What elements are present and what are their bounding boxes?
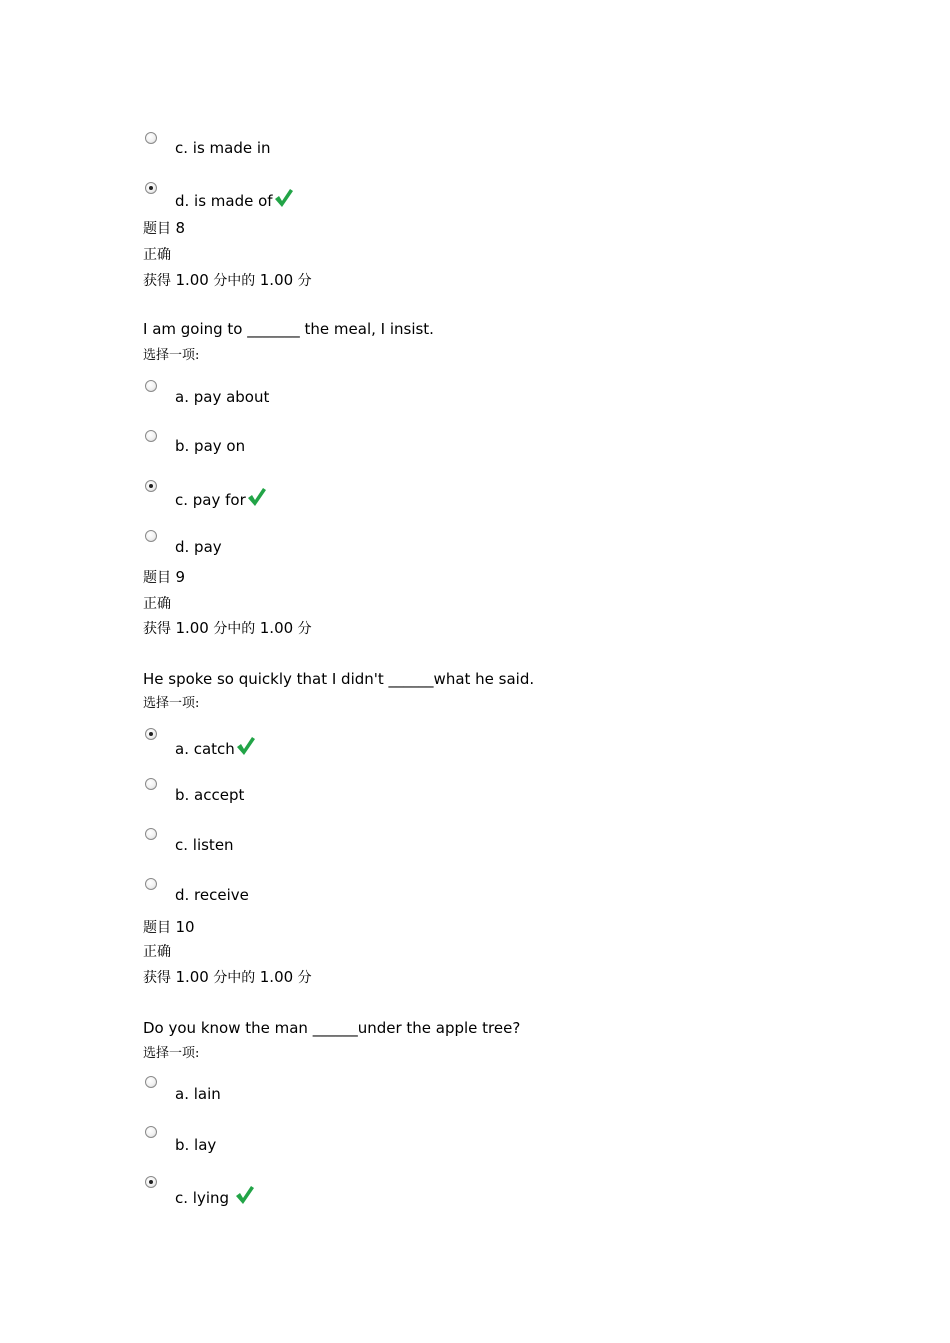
option-label-q8-b: b. pay on bbox=[175, 437, 246, 455]
correct-check-icon bbox=[274, 188, 294, 208]
option-radio-q9-a[interactable] bbox=[145, 728, 157, 740]
choose-one-prompt: 选择一项: bbox=[143, 348, 200, 363]
question-heading: 题目 10 bbox=[143, 918, 195, 936]
option-label-q8-a: a. pay about bbox=[175, 388, 270, 406]
option-label-q10-a: a. lain bbox=[175, 1085, 221, 1103]
option-radio-q8-a[interactable] bbox=[145, 380, 157, 392]
option-radio-q9-d[interactable] bbox=[145, 878, 157, 890]
option-label-q9-a: a. catch bbox=[175, 736, 256, 758]
option-radio-q8-d[interactable] bbox=[145, 530, 157, 542]
option-radio-q10-a[interactable] bbox=[145, 1076, 157, 1088]
question-text: Do you know the man ______under the apple tree? bbox=[143, 1019, 521, 1037]
option-label-q7-c: c. is made in bbox=[175, 139, 271, 157]
choose-one-prompt: 选择一项: bbox=[143, 1046, 200, 1061]
question-status: 正确 bbox=[143, 596, 171, 612]
question-status: 正确 bbox=[143, 247, 171, 263]
choose-one-prompt: 选择一项: bbox=[143, 696, 200, 711]
option-label-q9-b: b. accept bbox=[175, 786, 245, 804]
option-radio-q9-c[interactable] bbox=[145, 828, 157, 840]
option-radio-q10-c[interactable] bbox=[145, 1176, 157, 1188]
question-text: He spoke so quickly that I didn't ______what he said. bbox=[143, 670, 535, 688]
option-radio-q7-d[interactable] bbox=[145, 182, 157, 194]
option-radio-q8-c[interactable] bbox=[145, 480, 157, 492]
option-label-q9-c: c. listen bbox=[175, 836, 234, 854]
option-label-q8-c: c. pay for bbox=[175, 487, 267, 509]
question-text: I am going to _______ the meal, I insist. bbox=[143, 320, 434, 338]
correct-check-icon bbox=[247, 487, 267, 507]
option-label-q8-d: d. pay bbox=[175, 538, 222, 556]
correct-check-icon bbox=[236, 736, 256, 756]
option-label-q10-c: c. lying bbox=[175, 1185, 255, 1207]
question-heading: 题目 9 bbox=[143, 568, 185, 586]
question-status: 正确 bbox=[143, 944, 171, 960]
option-radio-q9-b[interactable] bbox=[145, 778, 157, 790]
option-label-q7-d: d. is made of bbox=[175, 188, 294, 210]
option-radio-q7-c[interactable] bbox=[145, 132, 157, 144]
option-label-q10-b: b. lay bbox=[175, 1136, 217, 1154]
option-radio-q8-b[interactable] bbox=[145, 430, 157, 442]
question-score: 获得 1.00 分中的 1.00 分 bbox=[143, 271, 312, 289]
question-score: 获得 1.00 分中的 1.00 分 bbox=[143, 619, 312, 637]
option-label-q9-d: d. receive bbox=[175, 886, 249, 904]
question-score: 获得 1.00 分中的 1.00 分 bbox=[143, 968, 312, 986]
question-heading: 题目 8 bbox=[143, 219, 185, 237]
option-radio-q10-b[interactable] bbox=[145, 1126, 157, 1138]
correct-check-icon bbox=[235, 1185, 255, 1205]
